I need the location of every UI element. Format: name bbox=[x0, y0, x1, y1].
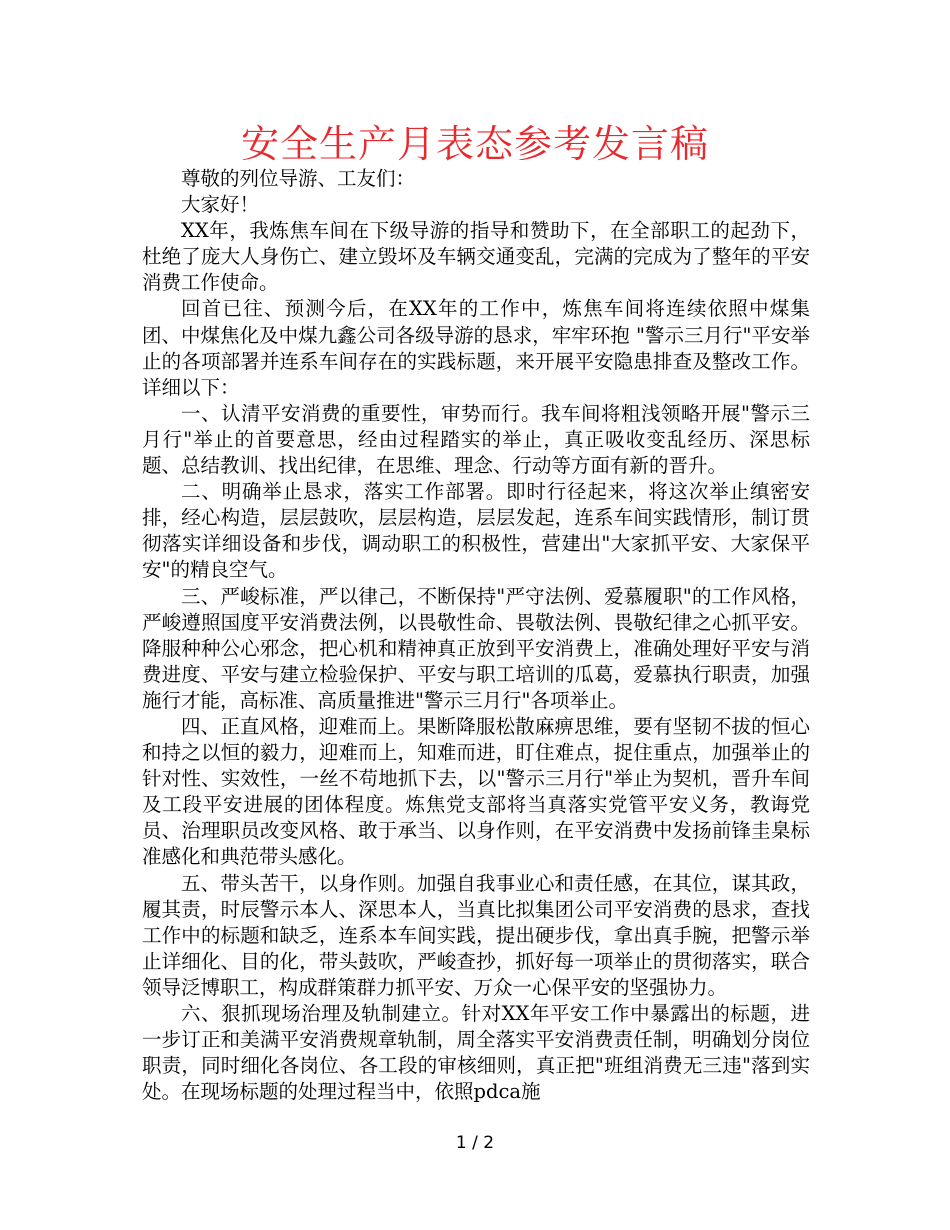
salutation-paragraph: 尊敬的列位导游、工友们： bbox=[181, 167, 416, 190]
body-paragraph: 二、明确举止恳求，落实工作部署。即时行径起来，将这次举止缜密安排，经心构造，层层鼓吹，层层构造，层层发起，连系车间实践情形，制订贯彻落实详细设备和步伐，调动职工的积极性，营建出"大家抓平安、大家保平安"的精良空气。 bbox=[142, 480, 810, 582]
body-paragraph: 四、正直风格，迎难而上。果断降服松散麻痹思维，要有坚韧不拔的恒心和持之以恒的毅力，迎难而上，知难而进，盯住难点，捉住重点，加强举止的针对性、实效性，一丝不苟地抓下去，以"警示三月行"举止为契机，晋升车间及工段平安进展的团体程度。炼焦党支部将当真落实党管平安义务，教诲党员、治理职员改变风格、敢于承当、以身作则，在平安消费中发扬前锋圭臬标准感化和典范带头感化。 bbox=[142, 714, 810, 869]
page-number: 1 / 2 bbox=[455, 1133, 495, 1153]
body-paragraph: 回首已往、预测今后，在XX年的工作中，炼焦车间将连续依照中煤集团、中煤焦化及中煤九鑫公司各级导游的恳求，牢牢环抱 "警示三月行"平安举止的各项部署并连系车间存在的实践标题，来开展平安隐患排查及整改工作。详细以下： bbox=[142, 297, 810, 399]
document-title: 安全生产月表态参考发言稿 bbox=[240, 122, 709, 166]
body-paragraph: XX年，我炼焦车间在下级导游的指导和赞助下，在全部职工的起劲下，杜绝了庞大人身伤亡、建立毁坏及车辆交通变乱，完满的完成为了整年的平安消费工作使命。 bbox=[142, 219, 810, 295]
body-paragraph: 三、严峻标准，严以律己，不断保持"严守法例、爱慕履职"的工作风格，严峻遵照国度平安消费法例，以畏敬性命、畏敬法例、畏敬纪律之心抓平安。降服种种公心邪念，把心机和精神真正放到平安消费上，准确处理好平安与消费进度、平安与建立检验保护、平安与职工培训的瓜葛，爱慕执行职责，加强施行才能，高标准、高质量推进"警示三月行"各项举止。 bbox=[142, 584, 810, 712]
body-paragraph: 六、狠抓现场治理及轨制建立。针对XX年平安工作中暴露出的标题，进一步订正和美满平安消费规章轨制，周全落实平安消费责任制，明确划分岗位职责，同时细化各岗位、各工段的审核细则，真正把"班组消费无三违"落到实处。在现场标题的处理过程当中，依照pdca施 bbox=[142, 1002, 810, 1104]
document-body bbox=[142, 166, 810, 1105]
body-paragraph: 一、认清平安消费的重要性，审势而行。我车间将粗浅领略开展"警示三月行"举止的首要意思，经由过程踏实的举止，真正吸收变乱经历、深思标题、总结教训、找出纪律，在思维、理念、行动等方面有新的晋升。 bbox=[142, 401, 810, 478]
greeting-paragraph: 大家好！ bbox=[181, 193, 260, 217]
body-paragraph: 五、带头苦干，以身作则。加强自我事业心和责任感，在其位，谋其政，履其责，时辰警示本人、深思本人，当真比拟集团公司平安消费的恳求，查找工作中的标题和缺乏，连系本车间实践，提出硬步伐，拿出真手腕，把警示举止详细化、目的化，带头鼓吹，严峻查抄，抓好每一项举止的贯彻落实，联合领导泛博职工，构成群策群力抓平安、万众一心保平安的坚强协力。 bbox=[142, 871, 810, 999]
